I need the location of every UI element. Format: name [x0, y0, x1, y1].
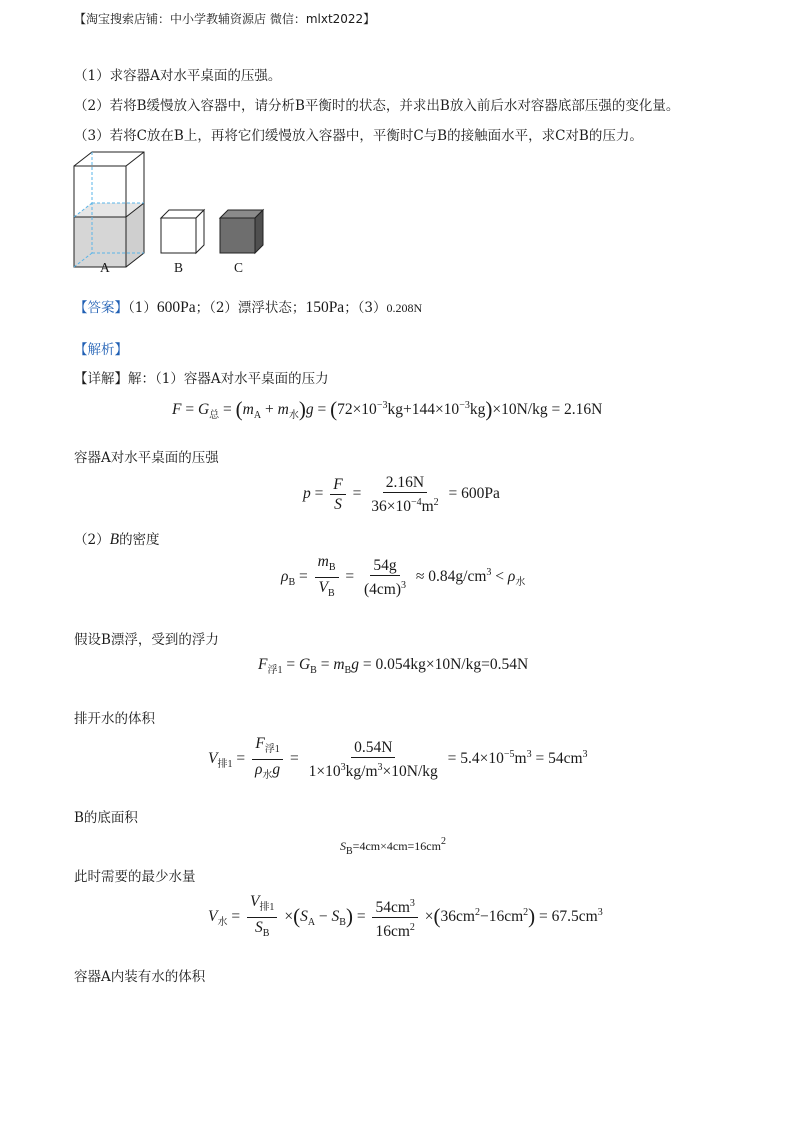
store-header: 【淘宝搜索店铺：中小学教辅资源店 微信：mlxt2022】	[74, 12, 376, 26]
cube-b-drawing	[161, 210, 204, 253]
question-1: （1）求容器A对水平桌面的压强。	[74, 68, 282, 84]
text-base-area: B的底面积	[74, 810, 138, 826]
answer-tag: 【答案】	[74, 300, 128, 316]
text-min-water: 此时需要的最少水量	[74, 869, 196, 885]
equation-displaced-volume: $V_{排1}$ = $\frac{F_{浮1}}{\rho_水g}$ = $\frac{0.54N}{1\times 10^3kg/m^3\times 10N/kg}$ = $5.4\times 10^{-5}m^3 = 54cm^3$	[208, 735, 588, 781]
equation-density: $\rho_B$ = $\frac{m_B}{V_B}$ = $\frac{54g}{(4cm)^3}$ ≈ $0.84g/cm^3 < \rho_水$	[281, 553, 526, 599]
label-a: A	[100, 260, 110, 275]
equation-base-area: $S_B=4cm\times 4cm=16cm^2$	[340, 836, 446, 857]
answer-3-value: 0.208N	[386, 301, 423, 315]
answer-2-value: 150Pa	[305, 299, 345, 316]
detail-line: 【详解】解：（1）容器A对水平桌面的压力	[74, 371, 329, 387]
equation-min-water: $V_水$ = $\frac{V_{排1}}{S_B}$ $\times(S_A - S_B)$ = $\frac{54cm^3}{16cm^2}$ $\times(36cm^2-16cm^2) = 67.5cm^3$	[208, 893, 603, 940]
cube-c-drawing	[220, 210, 263, 253]
text-pressure: 容器A对水平桌面的压强	[74, 450, 219, 466]
question-2: （2）若将B缓慢放入容器中，请分析B平衡时的状态，并求出B放入前后水对容器底部压强的变化量。	[74, 98, 680, 114]
text-buoyancy: 假设B漂浮，受到的浮力	[74, 632, 219, 648]
text-displacement: 排开水的体积	[74, 711, 155, 727]
label-b: B	[174, 260, 184, 275]
equation-pressure-force: $F = G_总 = (m_A + m_水)g = (72\times 10^{-3}kg+144\times 10^{-3}kg)\times 10N/kg = 2.16N$	[172, 397, 603, 421]
equation-buoyancy: $F_{浮1} = G_B = m_Bg = 0.054kg\times 10N/kg=0.54N$	[258, 656, 529, 676]
equation-pressure: p = $\frac{F}{S}$ = $\frac{2.16N}{36\times 10^{-4}m^2}$ = 600Pa	[303, 474, 500, 515]
label-c: C	[234, 260, 244, 275]
answer-1-value: 600Pa	[156, 299, 196, 316]
answer-line: 【答案】（1）600Pa；（2）漂浮状态；150Pa；（3）0.208N	[74, 299, 423, 316]
text-density: （2）B的密度	[74, 531, 160, 548]
text-container-volume: 容器A内装有水的体积	[74, 969, 206, 985]
analysis-tag: 【解析】	[74, 342, 128, 358]
question-3: （3）若将C放在B上，再将它们缓慢放入容器中，平衡时C与B的接触面水平，求C对B的压力。	[74, 128, 643, 144]
container-a-drawing	[74, 152, 144, 267]
